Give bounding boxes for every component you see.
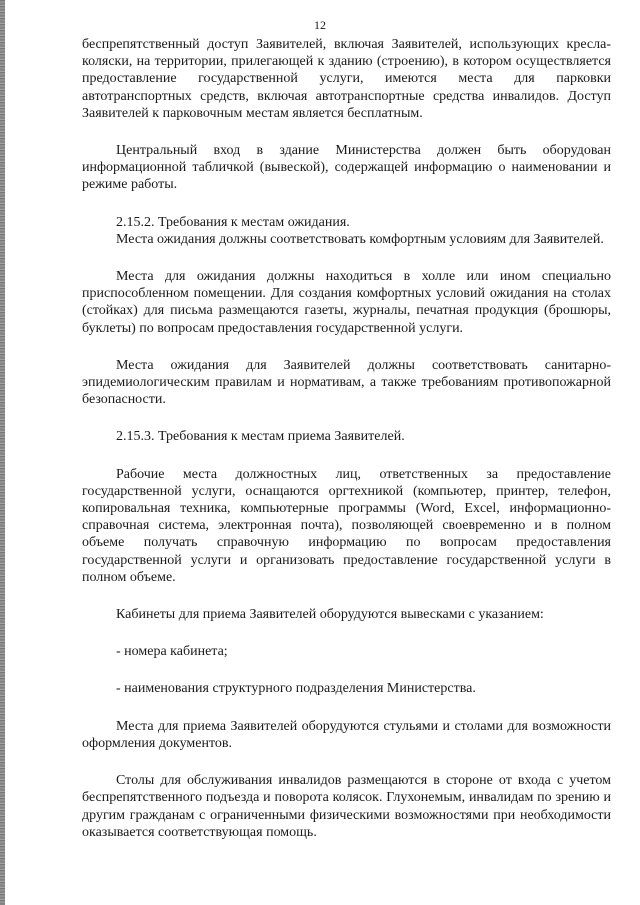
section-heading-reception-places: 2.15.3. Требования к местам приема Заявителей. <box>116 429 405 445</box>
paragraph-offices-signs: Кабинеты для приема Заявителей оборудуются вывесками с указанием: <box>116 607 544 623</box>
paragraph-waiting-hall: Места для ожидания должны находиться в холле или ином специально приспособленном помещении. Для создания комфортных условий ожидания на столах (стойках) для письма размещаются газеты, журналы, печатная продукция (брошюры, буклеты) по вопросам предоставления государственной услуги. <box>82 269 611 336</box>
paragraph-parking-access: беспрепятственный доступ Заявителей, включая Заявителей, использующих кресла-коляски, на территории, прилегающей к зданию (строению), в котором осуществляется предоставление государственной услуги, имеются места для парковки автотранспортных средств, включая автотранспортные средства инвалидов. Доступ Заявителей к парковочным местам является бесплатным. <box>82 37 611 121</box>
list-item-office-number: - номера кабинета; <box>116 644 228 660</box>
paragraph-waiting-comfort: Места ожидания должны соответствовать комфортным условиям для Заявителей. <box>116 231 604 247</box>
section-heading-waiting-places: 2.15.2. Требования к местам ожидания. <box>116 214 350 230</box>
paragraph-waiting-sanitary: Места ожидания для Заявителей должны соответствовать санитарно-эпидемиологическим правилам и нормативам, а также требованиям противопожарной безопасности. <box>82 357 611 408</box>
document-body <box>82 36 611 861</box>
paragraph-workplaces-equipment: Рабочие места должностных лиц, ответственных за предоставление государственной услуги, оснащаются оргтехникой (компьютер, принтер, телефон, копировальная техника, компьютерные программы (Word, Excel, информационно-справочная система, электронная почта), позволяющей своевременно и в полном объеме получать справочную информацию по вопросам предоставления государственной услуги и организовать предоставление государственной услуги в полном объеме. <box>82 466 611 585</box>
list-item-department-name: - наименования структурного подразделения Министерства. <box>116 681 476 697</box>
paragraph-main-entrance: Центральный вход в здание Министерства должен быть оборудован информационной табличкой (вывеской), содержащей информацию о наименовании и режиме работы. <box>82 143 611 193</box>
paragraph-reception-furniture: Места для приема Заявителей оборудуются стульями и столами для возможности оформления документов. <box>82 718 611 751</box>
scan-edge-shadow <box>0 0 5 905</box>
page-number: 12 <box>314 18 326 32</box>
paragraph-disabled-service: Столы для обслуживания инвалидов размещаются в стороне от входа с учетом беспрепятственного подъезда и поворота колясок. Глухонемым, инвалидам по зрению и другим гражданам с ограниченными физическими возможностями при необходимости оказывается соответствующая помощь. <box>82 773 611 840</box>
